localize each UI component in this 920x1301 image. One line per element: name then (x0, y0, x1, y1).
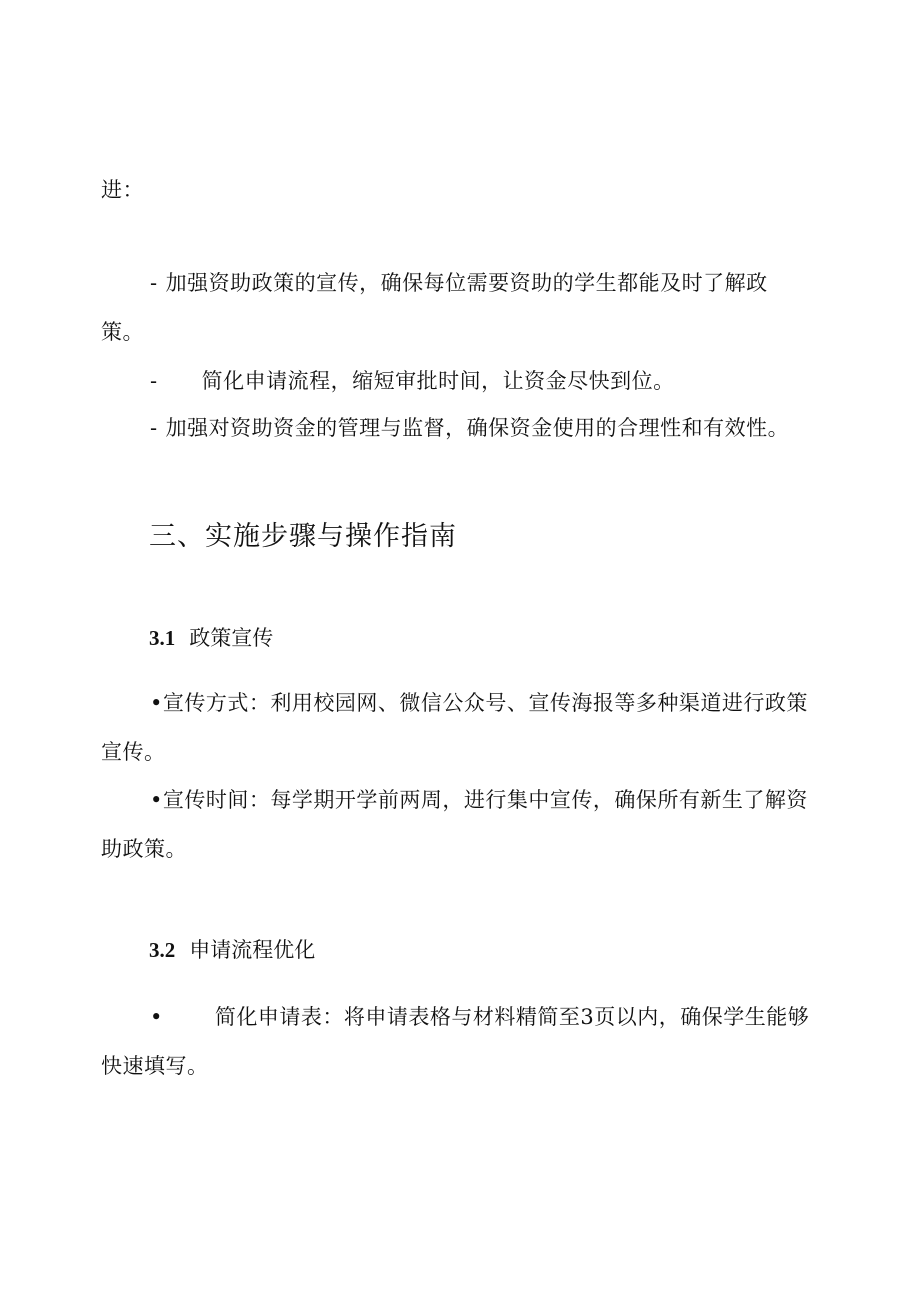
paragraph-line: •宣传方式：利用校园网、微信公众号、宣传海报等多种渠道进行政策 (150, 691, 808, 715)
dash-marker: - (150, 271, 158, 295)
list-item-text: 加强资助政策的宣传，确保每位需要资助的学生都能及时了解政 (165, 271, 768, 295)
text-line: 策。 (101, 320, 144, 344)
list-item-text: 简化申请表：将申请表格与材料精简至3页以内，确保学生能够 (214, 1005, 810, 1029)
paragraph-line: •宣传时间：每学期开学前两周，进行集中宣传，确保所有新生了解资 (150, 788, 808, 812)
section-heading: 三、实施步骤与操作指南 (149, 521, 457, 552)
dash-marker: - (150, 369, 158, 393)
list-item (150, 1003, 809, 1031)
subsection-title: 申请流程优化 (189, 938, 316, 962)
subsection-number: 3.2 (149, 938, 176, 962)
list-item-text: 简化申请流程，缩短审批时间，让资金尽快到位。 (201, 369, 675, 393)
bullet-marker: • (150, 1005, 163, 1029)
list-item-text: 加强对资助资金的管理与监督，确保资金使用的合理性和有效性。 (165, 416, 790, 440)
paragraph-line: 宣传。 (101, 740, 166, 764)
subsection-heading (149, 936, 315, 964)
subsection-heading (149, 624, 273, 652)
list-item (150, 367, 675, 395)
dash-marker: - (150, 416, 158, 440)
subsection-number: 3.1 (149, 626, 176, 650)
subsection-title: 政策宣传 (189, 626, 274, 650)
paragraph-line: 快速填写。 (101, 1054, 209, 1078)
text-line: 进： (101, 178, 144, 202)
list-item (150, 414, 789, 442)
list-item (150, 269, 768, 297)
paragraph-line: 助政策。 (101, 837, 187, 861)
